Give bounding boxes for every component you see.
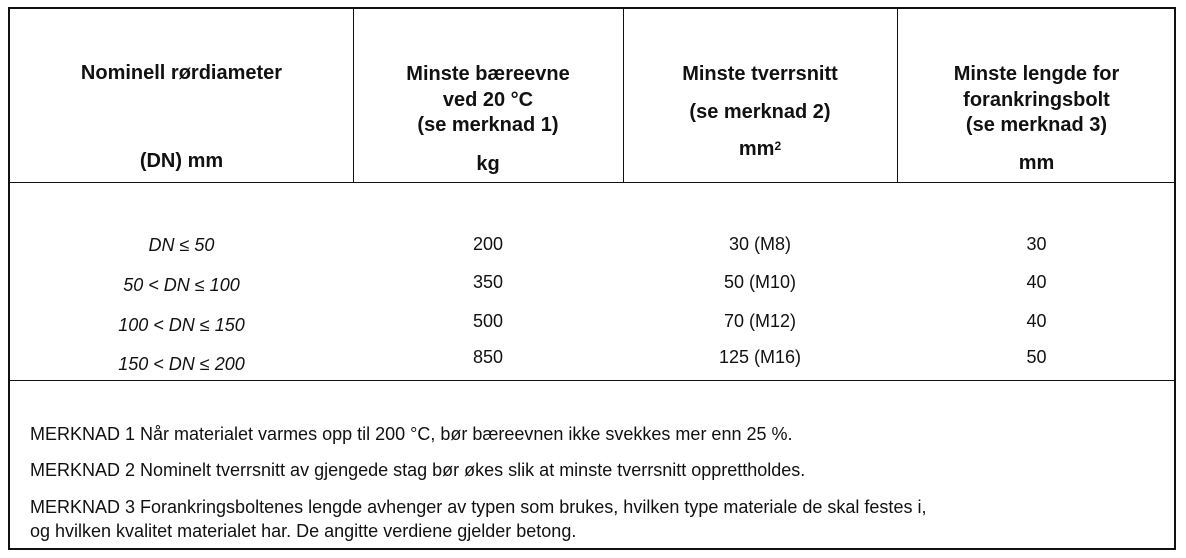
notes-divider (10, 380, 1174, 381)
header-capacity-unit: kg (476, 153, 500, 175)
note-3-continued: og hvilken kvalitet materialet har. De angitte verdiene gjelder betong. (30, 521, 577, 541)
header-section-line2: (se merknad 2) (689, 101, 831, 123)
row-length: 40 (1026, 311, 1047, 331)
header-capacity-line3: (se merknad 1) (417, 114, 559, 136)
row-length: 30 (1026, 234, 1047, 254)
header-capacity-line2: ved 20 °C (442, 89, 534, 111)
header-length (897, 9, 1176, 182)
header-section-unit: $mm^2$ (738, 138, 782, 160)
row-section: 50 (M10) (723, 272, 797, 292)
note-3: MERKNAD 3 Forankringsboltenes lengde avhenger av typen som brukes, hvilken type materiale de skal festes i, (30, 497, 927, 517)
header-dn-unit: (DN) mm (139, 150, 224, 172)
row-section: 125 (M16) (718, 347, 802, 367)
row-section: 30 (M8) (728, 234, 791, 254)
row-section: 70 (M12) (723, 311, 797, 331)
row-capacity: 350 (472, 272, 504, 292)
row-dn: 150 < DN ≤ 200 (118, 354, 245, 374)
superscript: 2 (774, 139, 782, 153)
row-capacity: 200 (472, 234, 504, 254)
row-length: 50 (1026, 347, 1047, 367)
note-2: MERKNAD 2 Nominelt tverrsnitt av gjengede stag bør økes slik at minste tverrsnitt opprettholdes. (30, 460, 806, 480)
row-capacity: 850 (472, 347, 504, 367)
header-length-line3: (se merknad 3) (965, 114, 1108, 136)
row-dn: 100 < DN ≤ 150 (118, 315, 245, 335)
header-section (623, 9, 897, 182)
header-length-line1: Minste lengde for (953, 63, 1120, 85)
header-capacity (353, 9, 623, 182)
row-dn: DN ≤ 50 (148, 235, 215, 255)
row-dn: 50 < DN ≤ 100 (123, 275, 240, 295)
table-frame (8, 7, 1176, 550)
header-capacity-line1: Minste bæreevne (406, 63, 570, 85)
header-length-line2: forankringsbolt (963, 89, 1110, 111)
header-dn-title: Nominell rørdiameter (80, 62, 283, 84)
header-dn (10, 9, 353, 182)
row-capacity: 500 (472, 311, 504, 331)
header-section-line1: Minste tverrsnitt (682, 63, 838, 85)
note-1: MERKNAD 1 Når materialet varmes opp til 200 °C, bør bæreevnen ikke svekkes mer enn 25 %. (30, 424, 793, 444)
header-length-unit: mm (1018, 152, 1055, 174)
header-divider (10, 182, 1174, 183)
row-length: 40 (1026, 272, 1047, 292)
